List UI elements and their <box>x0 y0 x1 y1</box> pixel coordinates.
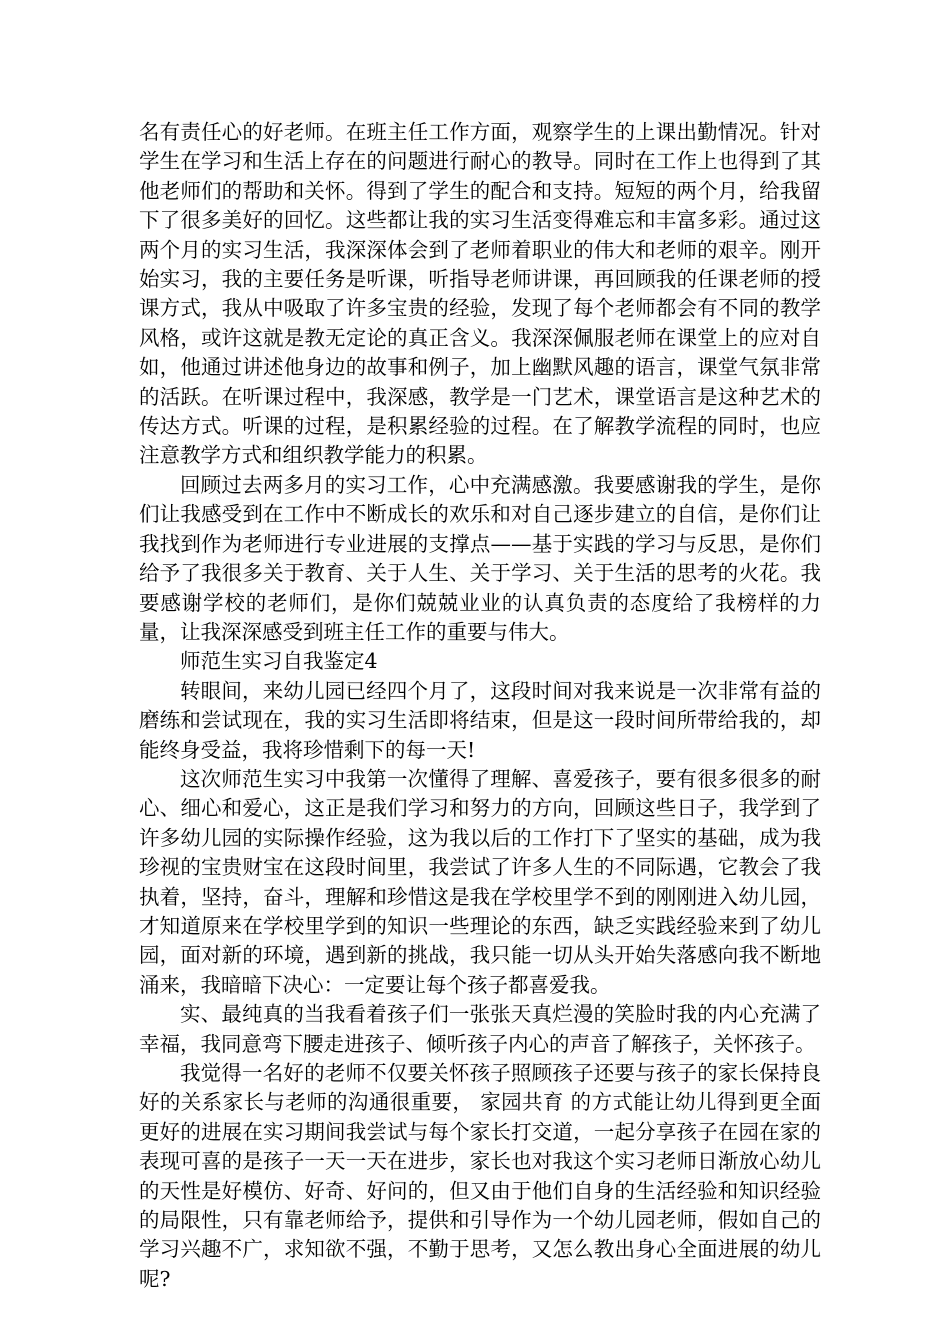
paragraph-6: 我觉得一名好的老师不仅要关怀孩子照顾孩子还要与孩子的家长保持良好的关系家长与老师的沟通很重要， 家园共育 的方式能让幼儿得到更全面更好的进展在实习期间我尝试与每个家长打交道，一起分享孩子在园在家的表现可喜的是孩子一天一天在进步，家长也对我这个实习老师日渐放心幼儿的天性是好模仿、好奇、好问的，但又由于他们自身的生活经验和知识经验的局限性，只有靠老师给予，提供和引导作为一个幼儿园老师，假如自己的学习兴趣不广，求知欲不强，不勤于思考，又怎么教出身心全面进展的幼儿呢? <box>139 1061 821 1291</box>
paragraph-5: 实、最纯真的当我看着孩子们一张张天真烂漫的笑脸时我的内心充满了幸福，我同意弯下腰走进孩子、倾听孩子内心的声音了解孩子，关怀孩子。 <box>139 1002 821 1056</box>
paragraph-4: 这次师范生实习中我第一次懂得了理解、喜爱孩子，要有很多很多的耐心、细心和爱心，这正是我们学习和努力的方向，回顾这些日子，我学到了许多幼儿园的实际操作经验，这为我以后的工作打下了坚实的基础，成为我珍视的宝贵财宝在这段时间里，我尝试了许多人生的不同际遇，它教会了我执着，坚持，奋斗，理解和珍惜这是我在学校里学不到的刚刚进入幼儿园，才知道原来在学校里学到的知识一些理论的东西，缺乏实践经验来到了幼儿园，面对新的环境，遇到新的挑战，我只能一切从头开始失落感向我不断地涌来，我暗暗下决心：一定要让每个孩子都喜爱我。 <box>139 766 821 997</box>
paragraph-3: 转眼间，来幼儿园已经四个月了，这段时间对我来说是一次非常有益的磨练和尝试现在，我的实习生活即将结束，但是这一段时间所带给我的，却能终身受益，我将珍惜剩下的每一天! <box>139 678 821 762</box>
paragraph-1: 名有责任心的好老师。在班主任工作方面，观察学生的上课出勤情况。针对学生在学习和生活上存在的问题进行耐心的教导。同时在工作上也得到了其他老师们的帮助和关怀。得到了学生的配合和支持。短短的两个月，给我留下了很多美好的回忆。这些都让我的实习生活变得难忘和丰富多彩。通过这两个月的实习生活，我深深体会到了老师着职业的伟大和老师的艰辛。刚开始实习，我的主要任务是听课，听指导老师讲课，再回顾我的任课老师的授课方式，我从中吸取了许多宝贵的经验，发现了每个老师都会有不同的教学风格，或许这就是教无定论的真正含义。我深深佩服老师在课堂上的应对自如，他通过讲述他身边的故事和例子，加上幽默风趣的语言，课堂气氛非常的活跃。在听课过程中，我深感，教学是一门艺术，课堂语言是这种艺术的传达方式。听课的过程，是积累经验的过程。在了解教学流程的同时，也应注意教学方式和组织教学能力的积累。 <box>139 120 821 468</box>
section-heading: 师范生实习自我鉴定4 <box>180 649 378 674</box>
document-body <box>139 118 821 1294</box>
paragraph-2: 回顾过去两多月的实习工作，心中充满感激。我要感谢我的学生，是你们让我感受到在工作中不断成长的欢乐和对自己逐步建立的自信，是你们让我找到作为老师进行专业进展的支撑点——基于实践的学习与反思，是你们给予了我很多关于教育、关于人生、关于学习、关于生活的思考的火花。我要感谢学校的老师们，是你们兢兢业业的认真负责的态度给了我榜样的力量，让我深深感受到班主任工作的重要与伟大。 <box>139 472 821 644</box>
